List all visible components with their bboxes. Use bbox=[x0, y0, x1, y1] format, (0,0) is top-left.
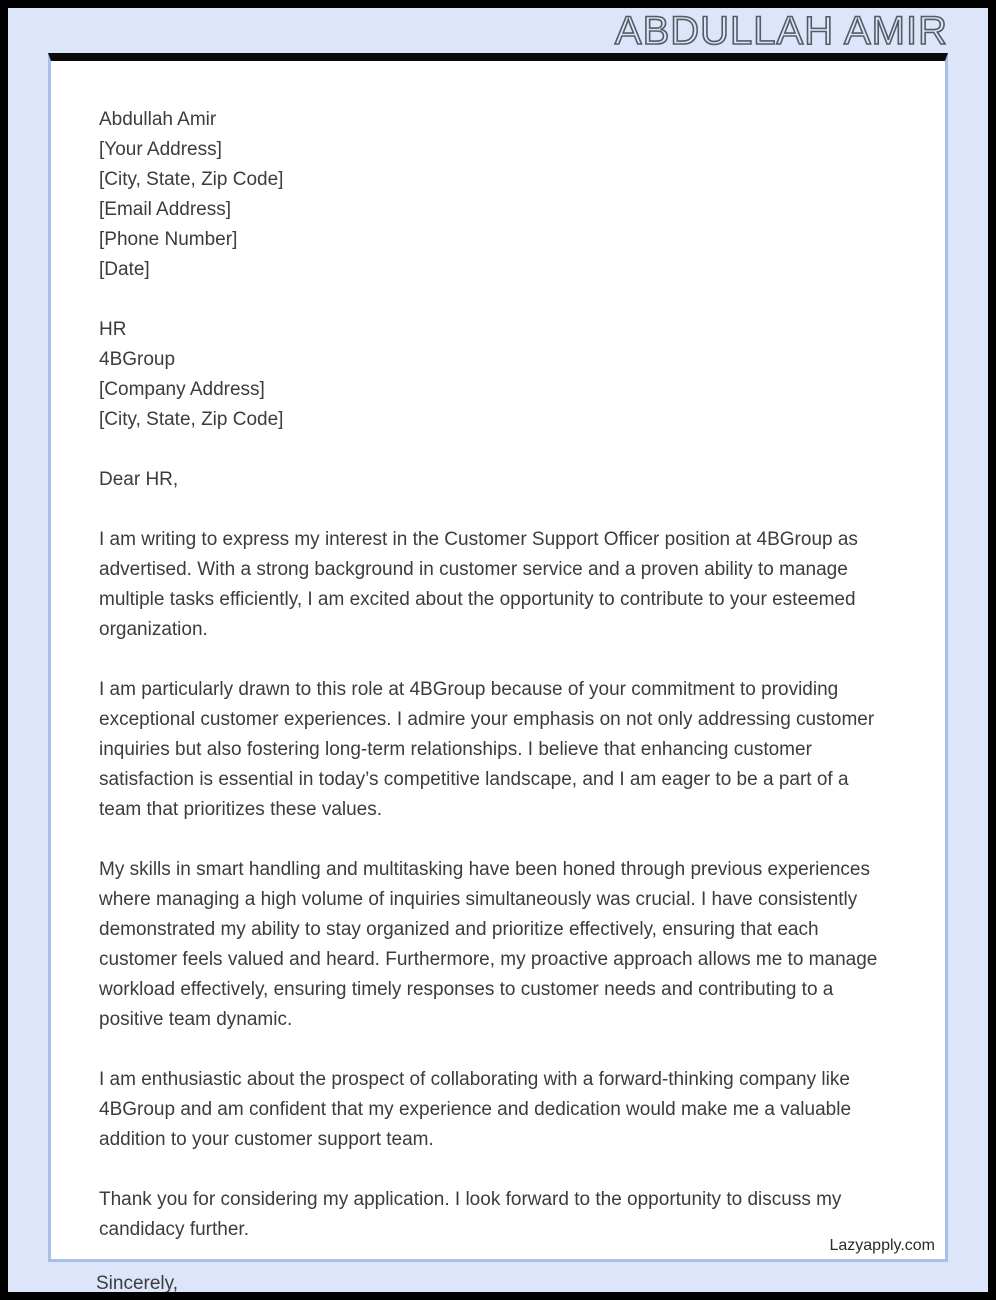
sender-email: [Email Address] bbox=[99, 199, 231, 220]
letter-date: [Date] bbox=[99, 259, 150, 280]
paragraph-intro: I am writing to express my interest in the Customer Support Officer position at 4BGroup as advertised. With a strong background in customer service and a proven ability to manage multiple tasks efficiently, I am excited about the opportunity to contribute to your esteemed organization. bbox=[99, 529, 858, 640]
paragraph-skills: My skills in smart handling and multitasking have been honed through previous experiences where managing a high volume of inquiries simultaneously was crucial. I have consistently demonstrated my ability to stay organized and prioritize effectively, ensuring that each customer feels valued and heard. Furthermore, my proactive approach allows me to manage workload effectively, ensuring timely responses to customer needs and contributing to a positive team dynamic. bbox=[99, 859, 878, 1030]
sender-name: Abdullah Amir bbox=[99, 109, 217, 130]
paragraph-motivation: I am particularly drawn to this role at 4BGroup because of your commitment to providing exceptional customer experiences. I admire your emphasis on not only addressing customer inquiries but also fostering long-term relationships. I believe that enhancing customer satisfaction is essential in today’s competitive landscape, and I am eager to be a part of a team that prioritizes these values. bbox=[99, 679, 875, 820]
recipient-name: HR bbox=[99, 319, 127, 340]
sender-address: [Your Address] bbox=[99, 139, 222, 160]
closing-sincerely: Sincerely, bbox=[96, 1273, 179, 1294]
sender-city-state-zip: [City, State, Zip Code] bbox=[99, 169, 284, 190]
paragraph-thanks: Thank you for considering my application. I look forward to the opportunity to discuss my candidacy further. bbox=[99, 1189, 842, 1240]
paragraph-enthusiasm: I am enthusiastic about the prospect of collaborating with a forward-thinking company like 4BGroup and am confident that my experience and dedication would make me a valuable addition to your customer support team. bbox=[99, 1069, 852, 1150]
recipient-address-block bbox=[99, 315, 895, 435]
recipient-company-address: [Company Address] bbox=[99, 379, 265, 400]
letter-card bbox=[48, 53, 948, 1262]
lazyapply-watermark: Lazyapply.com bbox=[829, 1237, 935, 1254]
salutation: Dear HR, bbox=[99, 469, 179, 490]
sender-phone: [Phone Number] bbox=[99, 229, 238, 250]
page-header bbox=[48, 8, 948, 53]
recipient-city-state-zip: [City, State, Zip Code] bbox=[99, 409, 284, 430]
candidate-name-heading: ABDULLAH AMIR bbox=[614, 9, 948, 53]
sender-address-block bbox=[99, 105, 895, 285]
recipient-company: 4BGroup bbox=[99, 349, 176, 370]
